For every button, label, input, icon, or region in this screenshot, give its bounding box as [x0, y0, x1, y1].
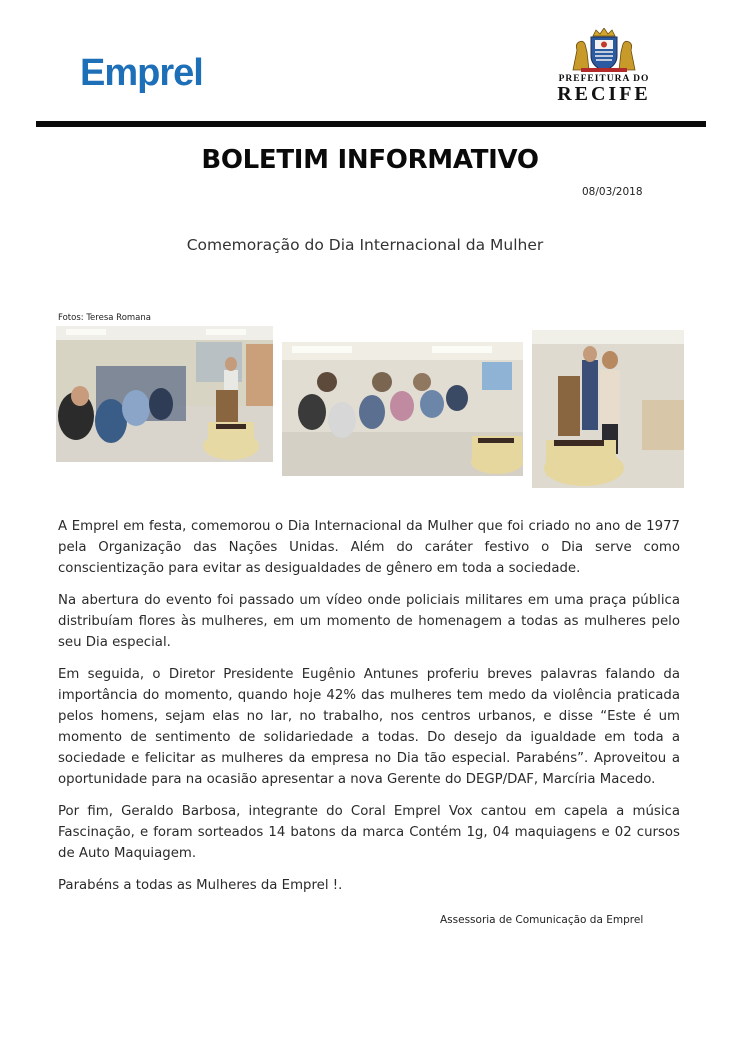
article-paragraph: Por fim, Geraldo Barbosa, integrante do Coral Emprel Vox cantou em capela a música Fascinação, e foram sorteados 14 batons da marca Contém 1g, 04 maquiagens e 02 cursos de Auto Maquiagem.	[58, 804, 680, 861]
article-paragraph: A Emprel em festa, comemorou o Dia Internacional da Mulher que foi criado no ano de 1977 pela Organização das Nações Unidas. Além do caráter festivo o Dia serve como conscientização para evitar as desigualdades de gênero em toda a sociedade.	[58, 519, 680, 576]
event-photo-audience-left	[56, 326, 273, 462]
header-divider	[36, 121, 706, 127]
photo-credit: Fotos: Teresa Romana	[58, 313, 151, 323]
signature: Assessoria de Comunicação da Emprel	[440, 914, 644, 926]
emprel-logo: Emprel	[80, 52, 203, 94]
recife-logo-main-text: RECIFE	[557, 83, 651, 105]
article-paragraph: Na abertura do evento foi passado um vídeo onde policiais militares em uma praça pública distribuíam flores às mulheres, em um momento de homenagem a todas as mulheres pelo seu Dia especial.	[58, 593, 680, 650]
article-paragraph: Parabéns a todas as Mulheres da Emprel !.	[58, 878, 343, 893]
event-photo-speakers	[532, 330, 684, 488]
recife-coat-of-arms-icon	[569, 28, 639, 72]
event-photo-audience-center	[282, 342, 523, 476]
prefeitura-recife-logo	[548, 28, 660, 104]
bulletin-date: 08/03/2018	[582, 186, 643, 198]
article-paragraph: Em seguida, o Diretor Presidente Eugênio Antunes proferiu breves palavras falando da importância do momento, quando hoje 42% das mulheres tem medo da violência praticada pelos homens, sejam elas no lar, no trabalho, nos centros urbanos, e disse “Este é um momento de sentimento de solidariedade a todas. Do desejo da igualdade em toda a sociedade e felicitar as mulheres da empresa no Dia tão especial. Parabéns”. Aproveitou a oportunidade para na ocasião apresentar a nova Gerente do DEGP/DAF, Marcíria Macedo.	[58, 667, 680, 787]
article-body	[58, 516, 680, 907]
recife-logo-top-text: PREFEITURA DO	[558, 74, 650, 84]
bulletin-title: BOLETIM INFORMATIVO	[201, 145, 539, 175]
bulletin-subject: Comemoração do Dia Internacional da Mulher	[186, 236, 544, 254]
